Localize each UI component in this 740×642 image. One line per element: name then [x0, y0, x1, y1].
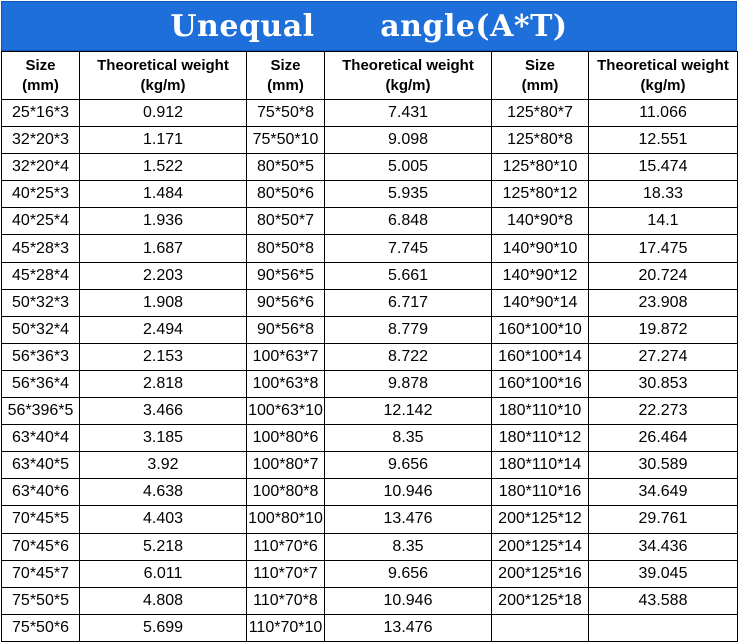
table-row: [2, 560, 738, 587]
weight-cell: 26.464: [589, 425, 738, 452]
size-cell: 100*80*6: [247, 425, 325, 452]
size-cell: 32*20*3: [2, 127, 80, 154]
size-cell: 56*396*5: [2, 398, 80, 425]
size-cell: 56*36*3: [2, 343, 80, 370]
weight-cell: 39.045: [589, 560, 738, 587]
weight-cell: 1.908: [80, 289, 247, 316]
size-cell: 125*80*12: [492, 181, 589, 208]
table-row: [2, 452, 738, 479]
weight-cell: 6.011: [80, 560, 247, 587]
table-row: [2, 370, 738, 397]
size-cell: 80*50*5: [247, 154, 325, 181]
table-row: [2, 235, 738, 262]
size-cell: 180*110*12: [492, 425, 589, 452]
weight-cell: 13.476: [325, 506, 492, 533]
weight-cell: [589, 614, 738, 641]
size-cell: 110*70*7: [247, 560, 325, 587]
weight-cell: 8.722: [325, 343, 492, 370]
size-cell: 70*45*6: [2, 533, 80, 560]
size-cell: 75*50*6: [2, 614, 80, 641]
size-cell: 50*32*4: [2, 316, 80, 343]
weight-cell: 5.218: [80, 533, 247, 560]
table-row: [2, 587, 738, 614]
weight-cell: 1.171: [80, 127, 247, 154]
size-cell: 200*125*18: [492, 587, 589, 614]
weight-cell: 29.761: [589, 506, 738, 533]
weight-cell: 12.551: [589, 127, 738, 154]
weight-cell: 8.35: [325, 425, 492, 452]
size-cell: 100*80*7: [247, 452, 325, 479]
size-cell: 63*40*5: [2, 452, 80, 479]
weight-cell: 2.494: [80, 316, 247, 343]
size-cell: 200*125*16: [492, 560, 589, 587]
weight-cell: 27.274: [589, 343, 738, 370]
table-row: [2, 208, 738, 235]
weight-cell: 3.92: [80, 452, 247, 479]
size-cell: 80*50*6: [247, 181, 325, 208]
size-cell: 180*110*14: [492, 452, 589, 479]
size-cell: 90*56*8: [247, 316, 325, 343]
weight-cell: 5.935: [325, 181, 492, 208]
size-cell: 160*100*14: [492, 343, 589, 370]
weight-cell: 7.745: [325, 235, 492, 262]
weight-cell: 2.153: [80, 343, 247, 370]
weight-cell: 14.1: [589, 208, 738, 235]
table-row: [2, 614, 738, 641]
weight-cell: 1.484: [80, 181, 247, 208]
weight-cell: 30.853: [589, 370, 738, 397]
weight-cell: 43.588: [589, 587, 738, 614]
size-cell: 80*50*7: [247, 208, 325, 235]
weight-cell: 3.185: [80, 425, 247, 452]
size-cell: 25*16*3: [2, 100, 80, 127]
weight-cell: 9.878: [325, 370, 492, 397]
weight-cell: 10.946: [325, 479, 492, 506]
unequal-angle-table: [1, 51, 738, 642]
size-cell: 80*50*8: [247, 235, 325, 262]
size-cell: 56*36*4: [2, 370, 80, 397]
table-row: [2, 127, 738, 154]
header-weight: Theoretical weight (kg/m): [325, 52, 492, 100]
size-cell: 140*90*12: [492, 262, 589, 289]
size-cell: 160*100*16: [492, 370, 589, 397]
size-cell: 180*110*10: [492, 398, 589, 425]
size-cell: 100*63*10: [247, 398, 325, 425]
size-cell: 70*45*5: [2, 506, 80, 533]
weight-cell: 18.33: [589, 181, 738, 208]
size-cell: 110*70*8: [247, 587, 325, 614]
size-cell: 160*100*10: [492, 316, 589, 343]
size-cell: 32*20*4: [2, 154, 80, 181]
weight-cell: 1.522: [80, 154, 247, 181]
header-size: Size (mm): [492, 52, 589, 100]
weight-cell: 4.808: [80, 587, 247, 614]
table-title: Unequal angle(A*T): [1, 1, 737, 51]
table-row: [2, 289, 738, 316]
header-row: [2, 52, 738, 100]
size-cell: 100*63*8: [247, 370, 325, 397]
size-cell: 75*50*8: [247, 100, 325, 127]
weight-cell: 11.066: [589, 100, 738, 127]
size-cell: 63*40*6: [2, 479, 80, 506]
size-cell: 75*50*5: [2, 587, 80, 614]
table-row: [2, 533, 738, 560]
size-cell: 140*90*14: [492, 289, 589, 316]
size-cell: 140*90*10: [492, 235, 589, 262]
size-cell: 90*56*5: [247, 262, 325, 289]
weight-cell: 1.936: [80, 208, 247, 235]
size-cell: 125*80*8: [492, 127, 589, 154]
size-cell: 45*28*4: [2, 262, 80, 289]
table-body: [2, 100, 738, 642]
size-cell: 70*45*7: [2, 560, 80, 587]
weight-cell: 34.649: [589, 479, 738, 506]
header-weight: Theoretical weight (kg/m): [80, 52, 247, 100]
weight-cell: 23.908: [589, 289, 738, 316]
size-cell: [492, 614, 589, 641]
size-cell: 180*110*16: [492, 479, 589, 506]
header-size: Size (mm): [247, 52, 325, 100]
weight-cell: 9.098: [325, 127, 492, 154]
weight-cell: 30.589: [589, 452, 738, 479]
table-row: [2, 425, 738, 452]
weight-cell: 15.474: [589, 154, 738, 181]
weight-cell: 6.717: [325, 289, 492, 316]
size-cell: 40*25*3: [2, 181, 80, 208]
table-row: [2, 343, 738, 370]
size-cell: 50*32*3: [2, 289, 80, 316]
size-cell: 200*125*12: [492, 506, 589, 533]
weight-cell: 3.466: [80, 398, 247, 425]
header-size: Size (mm): [2, 52, 80, 100]
weight-cell: 2.818: [80, 370, 247, 397]
size-cell: 125*80*10: [492, 154, 589, 181]
weight-cell: 4.638: [80, 479, 247, 506]
size-cell: 125*80*7: [492, 100, 589, 127]
weight-cell: 1.687: [80, 235, 247, 262]
weight-cell: 6.848: [325, 208, 492, 235]
weight-cell: 9.656: [325, 560, 492, 587]
weight-table-container: [1, 1, 737, 642]
table-row: [2, 154, 738, 181]
size-cell: 110*70*6: [247, 533, 325, 560]
size-cell: 100*80*8: [247, 479, 325, 506]
size-cell: 63*40*4: [2, 425, 80, 452]
table-row: [2, 316, 738, 343]
weight-cell: 9.656: [325, 452, 492, 479]
size-cell: 140*90*8: [492, 208, 589, 235]
weight-cell: 0.912: [80, 100, 247, 127]
weight-cell: 20.724: [589, 262, 738, 289]
weight-cell: 22.273: [589, 398, 738, 425]
table-row: [2, 506, 738, 533]
weight-cell: 17.475: [589, 235, 738, 262]
table-row: [2, 479, 738, 506]
size-cell: 75*50*10: [247, 127, 325, 154]
weight-cell: 5.699: [80, 614, 247, 641]
size-cell: 45*28*3: [2, 235, 80, 262]
size-cell: 90*56*6: [247, 289, 325, 316]
weight-cell: 5.005: [325, 154, 492, 181]
weight-cell: 7.431: [325, 100, 492, 127]
weight-cell: 2.203: [80, 262, 247, 289]
size-cell: 100*63*7: [247, 343, 325, 370]
weight-cell: 8.779: [325, 316, 492, 343]
table-row: [2, 181, 738, 208]
weight-cell: 19.872: [589, 316, 738, 343]
size-cell: 100*80*10: [247, 506, 325, 533]
weight-cell: 8.35: [325, 533, 492, 560]
weight-cell: 12.142: [325, 398, 492, 425]
table-row: [2, 398, 738, 425]
weight-cell: 10.946: [325, 587, 492, 614]
weight-cell: 13.476: [325, 614, 492, 641]
weight-cell: 4.403: [80, 506, 247, 533]
table-row: [2, 262, 738, 289]
size-cell: 40*25*4: [2, 208, 80, 235]
weight-cell: 5.661: [325, 262, 492, 289]
size-cell: 110*70*10: [247, 614, 325, 641]
table-row: [2, 100, 738, 127]
weight-cell: 34.436: [589, 533, 738, 560]
size-cell: 200*125*14: [492, 533, 589, 560]
header-weight: Theoretical weight (kg/m): [589, 52, 738, 100]
